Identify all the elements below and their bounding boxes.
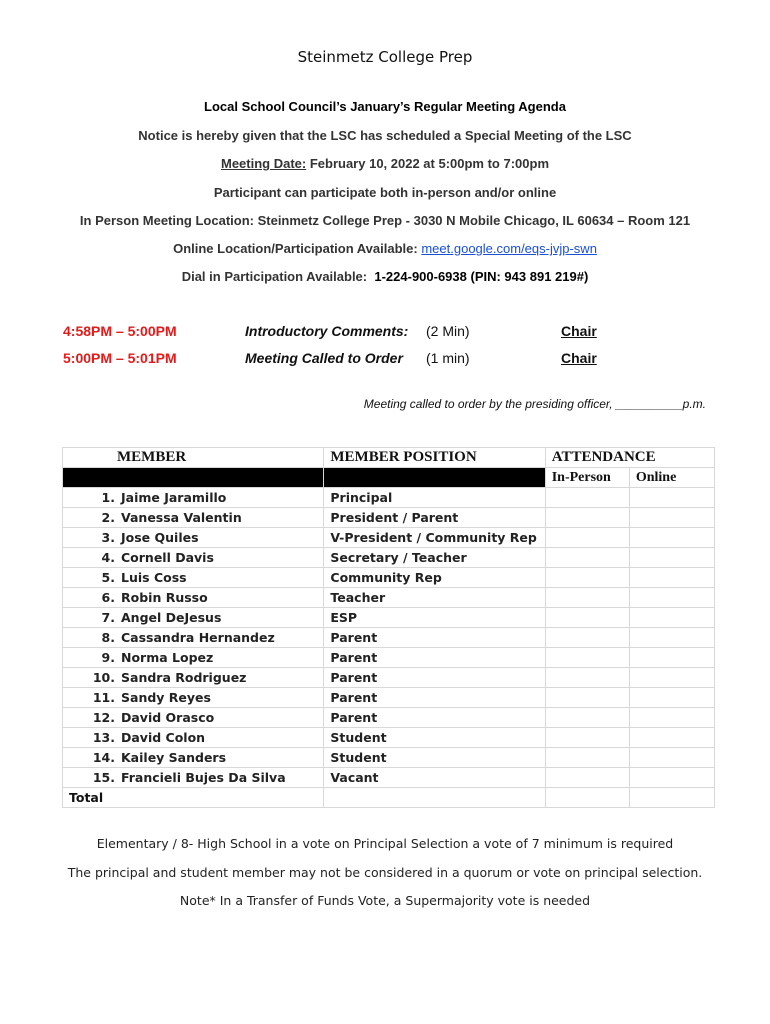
member-number: 1. <box>101 490 115 505</box>
agenda-title: Local School Council’s January’s Regular Meeting Agenda <box>204 99 566 114</box>
member-number: 2. <box>101 510 115 525</box>
attendance-in-person-cell[interactable] <box>545 708 629 728</box>
member-position: Community Rep <box>324 568 545 588</box>
member-name: Kailey Sanders <box>121 750 227 765</box>
attendance-online-cell[interactable] <box>629 528 714 548</box>
attendance-online-cell[interactable] <box>629 508 714 528</box>
header-online: Online <box>629 468 714 488</box>
attendance-online-cell[interactable] <box>629 728 714 748</box>
member-number: 8. <box>101 630 115 645</box>
agenda-item <box>0 323 770 343</box>
member-number: 15. <box>92 770 115 785</box>
member-number: 3. <box>101 530 115 545</box>
member-name: Luis Coss <box>121 570 187 585</box>
attendance-in-person-cell[interactable] <box>545 628 629 648</box>
member-name: Norma Lopez <box>121 650 214 665</box>
table-row <box>63 508 715 528</box>
dial-number: 1-224-900-6938 (PIN: 943 891 219#) <box>374 269 589 284</box>
member-cell <box>63 688 324 708</box>
table-row <box>63 748 715 768</box>
participation-line: Participant can participate both in-person and/or online <box>213 185 557 200</box>
attendance-in-person-cell[interactable] <box>545 508 629 528</box>
table-row <box>63 568 715 588</box>
attendance-in-person-cell[interactable] <box>545 688 629 708</box>
attendance-in-person-cell[interactable] <box>545 488 629 508</box>
member-name: Robin Russo <box>121 590 208 605</box>
member-name: Jaime Jaramillo <box>121 490 227 505</box>
member-position: Principal <box>324 488 545 508</box>
member-cell <box>63 588 324 608</box>
member-number: 9. <box>101 650 115 665</box>
member-cell <box>63 628 324 648</box>
meeting-date-value: February 10, 2022 at 5:00pm to 7:00pm <box>309 156 550 171</box>
member-number: 4. <box>101 550 115 565</box>
member-position: Parent <box>324 648 545 668</box>
total-online[interactable] <box>629 788 714 808</box>
online-line <box>0 241 770 256</box>
attendance-online-cell[interactable] <box>629 608 714 628</box>
attendance-online-cell[interactable] <box>629 568 714 588</box>
member-cell <box>63 708 324 728</box>
member-position: Student <box>324 748 545 768</box>
table-row <box>63 708 715 728</box>
member-cell <box>63 508 324 528</box>
member-cell <box>63 568 324 588</box>
attendance-in-person-cell[interactable] <box>545 568 629 588</box>
header-member: MEMBER <box>63 448 324 468</box>
notice-line: Notice is hereby given that the LSC has scheduled a Special Meeting of the LSC <box>138 128 632 143</box>
attendance-in-person-cell[interactable] <box>545 748 629 768</box>
attendance-in-person-cell[interactable] <box>545 528 629 548</box>
member-cell <box>63 668 324 688</box>
member-cell <box>63 748 324 768</box>
attendance-in-person-cell[interactable] <box>545 668 629 688</box>
member-cell <box>63 728 324 748</box>
roster-body <box>63 488 715 788</box>
member-position: Vacant <box>324 768 545 788</box>
member-position: V-President / Community Rep <box>324 528 545 548</box>
attendance-online-cell[interactable] <box>629 488 714 508</box>
agenda-item <box>0 350 770 370</box>
attendance-in-person-cell[interactable] <box>545 548 629 568</box>
member-cell <box>63 648 324 668</box>
table-row <box>63 548 715 568</box>
attendance-in-person-cell[interactable] <box>545 768 629 788</box>
member-number: 14. <box>92 750 115 765</box>
meeting-date-line <box>0 156 770 171</box>
member-number: 7. <box>101 610 115 625</box>
agenda-time: 5:00PM – 5:01PM <box>63 350 177 366</box>
member-position: Teacher <box>324 588 545 608</box>
note-line: Elementary / 8- High School in a vote on Principal Selection a vote of 7 minimum is required <box>96 836 674 851</box>
member-position: Parent <box>324 628 545 648</box>
agenda-item-title: Meeting Called to Order <box>245 350 403 366</box>
member-name: Cornell Davis <box>121 550 214 565</box>
agenda-presenter: Chair <box>561 350 597 366</box>
attendance-in-person-cell[interactable] <box>545 728 629 748</box>
member-name: David Orasco <box>121 710 215 725</box>
table-row <box>63 588 715 608</box>
member-name: Sandy Reyes <box>121 690 211 705</box>
member-number: 11. <box>92 690 115 705</box>
header-position: MEMBER POSITION <box>324 448 545 468</box>
member-name: Francieli Bujes Da Silva <box>121 770 286 785</box>
attendance-in-person-cell[interactable] <box>545 648 629 668</box>
member-number: 5. <box>101 570 115 585</box>
meeting-date-label: Meeting Date: <box>220 156 307 171</box>
attendance-online-cell[interactable] <box>629 668 714 688</box>
agenda-presenter: Chair <box>561 323 597 339</box>
attendance-online-cell[interactable] <box>629 648 714 668</box>
header-in-person: In-Person <box>545 468 629 488</box>
member-cell <box>63 608 324 628</box>
agenda-item-title: Introductory Comments: <box>245 323 409 339</box>
table-row <box>63 628 715 648</box>
online-label: Online Location/Participation Available: <box>173 241 418 256</box>
member-name: Jose Quiles <box>121 530 199 545</box>
member-name: Sandra Rodriguez <box>121 670 247 685</box>
location-line: In Person Meeting Location: Steinmetz College Prep - 3030 N Mobile Chicago, IL 60634 – Room 121 <box>79 213 691 228</box>
dial-line <box>0 269 770 284</box>
table-row <box>63 608 715 628</box>
attendance-online-cell[interactable] <box>629 708 714 728</box>
table-subheader-row <box>63 468 715 488</box>
member-cell <box>63 528 324 548</box>
table-row <box>63 688 715 708</box>
member-name: Vanessa Valentin <box>121 510 242 525</box>
member-position: Secretary / Teacher <box>324 548 545 568</box>
total-in-person[interactable] <box>545 788 629 808</box>
total-row <box>63 788 715 808</box>
member-number: 12. <box>92 710 115 725</box>
member-number: 6. <box>101 590 115 605</box>
attendance-online-cell[interactable] <box>629 548 714 568</box>
table-row <box>63 648 715 668</box>
total-label: Total <box>63 788 324 808</box>
table-header-row <box>63 448 715 468</box>
agenda-time: 4:58PM – 5:00PM <box>63 323 177 339</box>
table-row <box>63 768 715 788</box>
member-position: Student <box>324 728 545 748</box>
attendance-online-cell[interactable] <box>629 628 714 648</box>
agenda-duration: (2 Min) <box>426 323 470 339</box>
member-cell <box>63 488 324 508</box>
member-cell <box>63 548 324 568</box>
table-row <box>63 728 715 748</box>
roster-table <box>62 447 715 808</box>
attendance-online-cell[interactable] <box>629 768 714 788</box>
member-name: Angel DeJesus <box>121 610 222 625</box>
member-number: 13. <box>92 730 115 745</box>
note-line: Note* In a Transfer of Funds Vote, a Supermajority vote is needed <box>179 893 591 908</box>
attendance-in-person-cell[interactable] <box>545 588 629 608</box>
member-name: David Colon <box>121 730 206 745</box>
header-attendance: ATTENDANCE <box>545 448 714 468</box>
header-bar <box>324 468 545 488</box>
called-to-order-line: Meeting called to order by the presiding officer, __________p.m. <box>363 397 706 411</box>
table-row <box>63 528 715 548</box>
member-position: ESP <box>324 608 545 628</box>
dial-label: Dial in Participation Available: <box>181 269 368 284</box>
member-position: Parent <box>324 688 545 708</box>
agenda-duration: (1 min) <box>426 350 470 366</box>
attendance-online-cell[interactable] <box>629 588 714 608</box>
member-position: Parent <box>324 708 545 728</box>
school-name: Steinmetz College Prep <box>297 48 473 66</box>
member-position: Parent <box>324 668 545 688</box>
meeting-link[interactable]: meet.google.com/eqs-jvjp-swn <box>421 241 597 256</box>
table-row <box>63 668 715 688</box>
total-cell <box>324 788 545 808</box>
member-name: Cassandra Hernandez <box>121 630 275 645</box>
member-cell <box>63 768 324 788</box>
attendance-online-cell[interactable] <box>629 688 714 708</box>
member-number: 10. <box>92 670 115 685</box>
note-line: The principal and student member may not be considered in a quorum or vote on principal selection. <box>67 865 703 880</box>
member-position: President / Parent <box>324 508 545 528</box>
attendance-in-person-cell[interactable] <box>545 608 629 628</box>
table-row <box>63 488 715 508</box>
header-bar <box>63 468 324 488</box>
attendance-online-cell[interactable] <box>629 748 714 768</box>
